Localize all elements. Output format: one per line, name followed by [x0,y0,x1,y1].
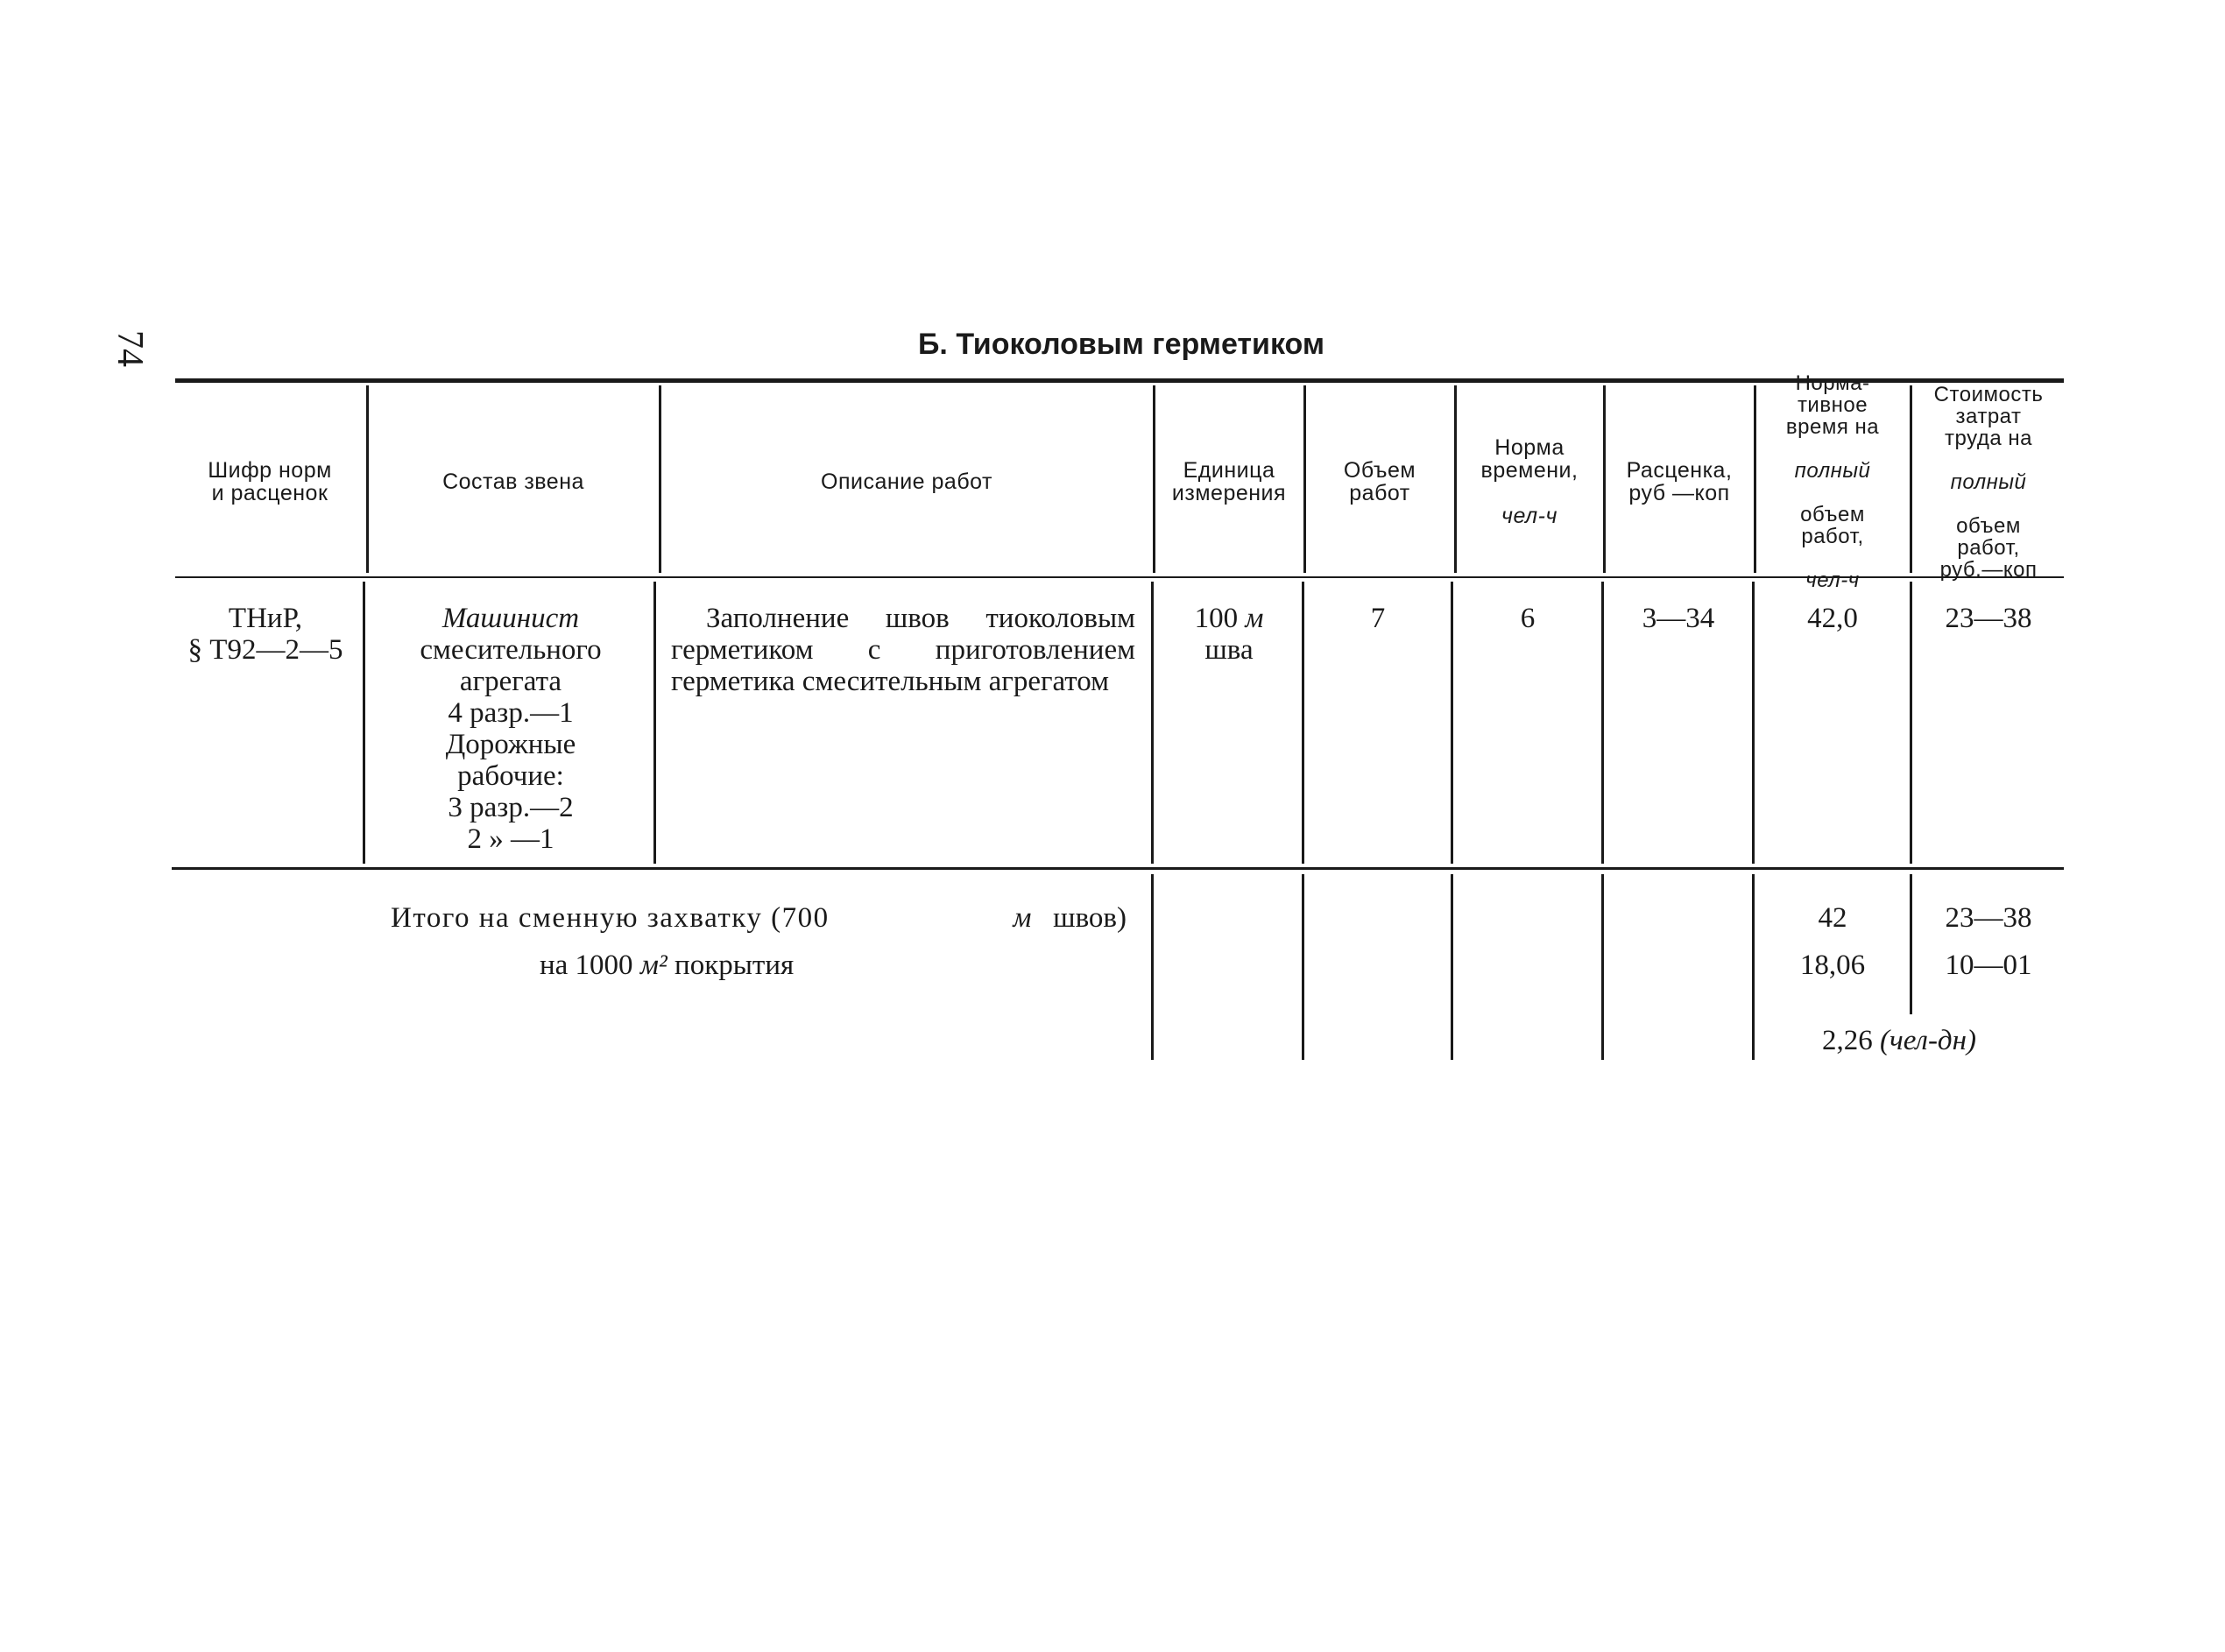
totals-line1-prefix: Итого на сменную захватку (700 [391,902,830,934]
header-normative-time-tail: объем работ, [1800,503,1865,548]
header-volume: Объем работ [1343,458,1416,505]
header-divider [1754,385,1756,573]
header-bottom-rule [175,576,2064,578]
header-normative-time-label: Норма- тивное время на [1785,371,1880,439]
header-description: Описание работ [821,469,992,494]
header-divider [659,385,661,573]
header-divider [1454,385,1457,573]
header-cost [1913,382,2064,582]
header-divider [1910,385,1912,573]
header-rate: Расценка, руб —коп [1626,458,1733,505]
totals-man-days-unit: (чел-дн) [1880,1025,1976,1056]
totals-line1 [391,902,1127,934]
header-cost-label: Стоимость затрат труда на [1933,382,2044,450]
totals-divider [1451,874,1453,1060]
crew-line: смесительного [420,634,602,666]
totals-divider [1601,874,1604,1060]
crew-line: 2 » —1 [467,823,554,855]
totals-divider [1302,874,1304,1060]
header-crew: Состав звена [442,469,584,494]
row-rate: 3—34 [1642,603,1715,634]
header-unit: Единица измерения [1171,458,1287,505]
header-norm-time [1458,389,1601,575]
totals-line2 [540,950,794,981]
header-divider [1153,385,1155,573]
row-code [168,603,363,666]
totals-line2-prefix: на 1000 [540,950,633,981]
body-bottom-rule [172,867,2064,870]
row-norm-time: 6 [1520,603,1536,634]
table-top-rule [175,378,2064,383]
header-normative-time-italic: полный [1794,459,1871,483]
row-code-line2: § Т92—2—5 [187,634,343,666]
totals-per1000-time: 18,06 [1799,950,1866,981]
crew-line: Дорожные [445,729,576,760]
totals-per1000-cost: 10—01 [1945,950,2032,981]
crew-line: рабочие: [457,760,564,792]
body-divider [1302,582,1304,864]
body-divider [363,582,365,864]
body-divider [1151,582,1154,864]
body-divider [1752,582,1755,864]
totals-line2-unit: м² [639,950,668,981]
body-divider [1910,582,1912,864]
row-code-line1: ТНиР, [228,603,303,634]
totals-divider [1151,874,1154,1060]
row-description: Заполнение швов тиоколовым герметиком с приготовлением герметика смесительным агрегатом [671,603,1135,697]
totals-shift-time: 42 [1818,902,1847,934]
header-norm-time-unit: чел-ч [1501,504,1558,528]
totals-divider [1910,874,1912,1014]
crew-line: Машинист [441,603,580,634]
row-unit-value: 100 [1194,603,1239,634]
header-normative-time-unit: чел-ч [1805,568,1860,592]
page-number: 74 [109,330,150,367]
row-normative-time: 42,0 [1807,603,1858,634]
row-crew [368,603,653,855]
crew-line: 3 разр.—2 [448,792,574,823]
totals-man-days-value: 2,26 [1822,1025,1873,1056]
header-normative-time [1757,371,1908,592]
row-cost: 23—38 [1945,603,2032,634]
header-divider [366,385,369,573]
body-divider [1601,582,1604,864]
section-title: Б. Тиоколовым герметиком [917,328,1324,361]
header-divider [1303,385,1306,573]
totals-line1-unit: м [1013,902,1032,934]
row-volume: 7 [1370,603,1386,634]
totals-divider [1752,874,1755,1060]
totals-man-days [1822,1025,1976,1056]
header-norm-time-label: Норма времени, [1480,435,1579,483]
totals-shift-cost: 23—38 [1945,902,2032,934]
header-cost-italic: полный [1950,469,2027,494]
row-unit [1156,603,1302,666]
body-divider [653,582,656,864]
header-code: Шифр норм и расценок [208,458,332,505]
crew-line: агрегата [459,666,562,697]
row-unit-line1 [1156,603,1302,634]
totals-line1-suffix: швов) [1053,902,1127,934]
body-divider [1451,582,1453,864]
row-unit-measure: м [1245,603,1264,634]
row-unit-line2: шва [1204,634,1254,666]
crew-line: 4 разр.—1 [448,697,574,729]
header-divider [1603,385,1606,573]
header-cost-tail: объем работ, руб.—коп [1939,513,2038,582]
totals-line2-suffix: покрытия [675,950,795,981]
